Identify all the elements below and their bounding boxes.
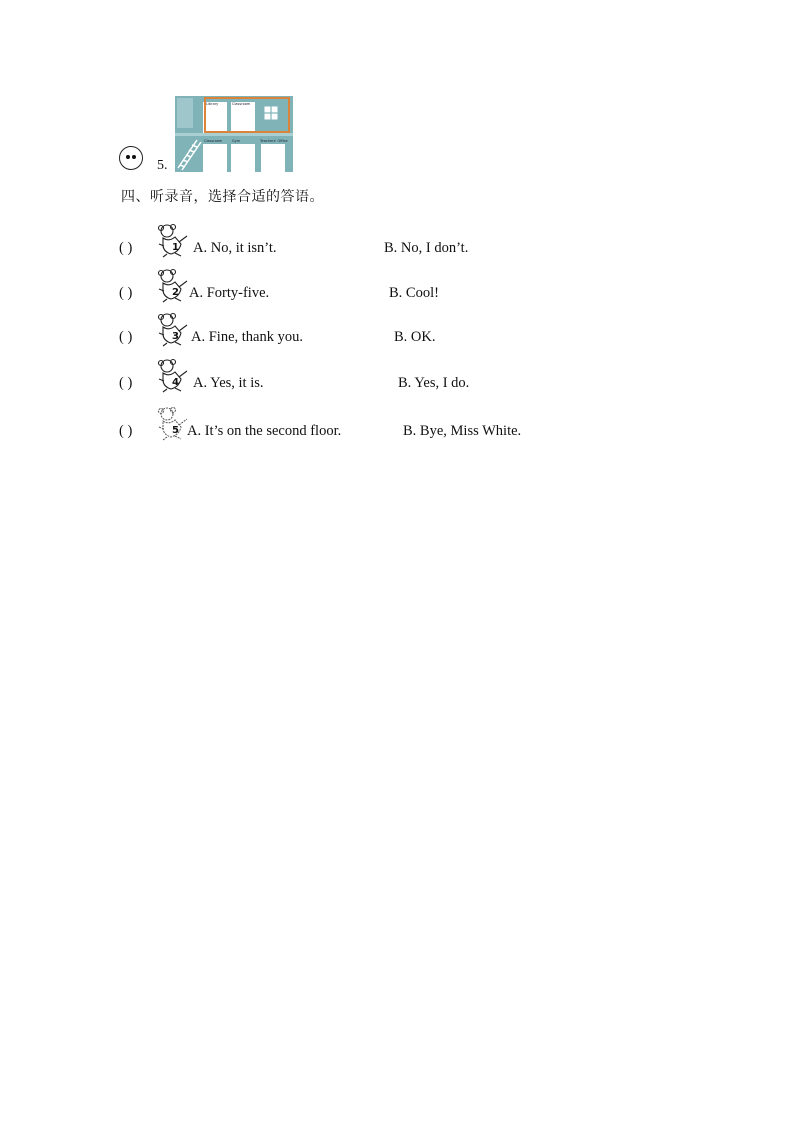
- building-label: Classroom: [232, 102, 251, 106]
- option-a: A. Fine, thank you.: [191, 329, 303, 345]
- list-item: [119, 267, 679, 307]
- school-building-image: [175, 96, 293, 172]
- monkey-mascot-icon: [155, 222, 193, 258]
- smiley-face-icon: [119, 146, 143, 170]
- option-a: A. No, it isn’t.: [193, 240, 277, 256]
- option-b: B. OK.: [394, 329, 436, 345]
- answer-bracket: ( ): [119, 329, 133, 345]
- option-a: A. It’s on the second floor.: [187, 423, 342, 439]
- answer-bracket: ( ): [119, 285, 133, 301]
- answer-bracket: ( ): [119, 375, 133, 391]
- building-label: Library: [206, 102, 219, 106]
- list-item: [119, 405, 679, 445]
- mascot-number: 5: [172, 425, 179, 436]
- section-heading: 四、听录音，选择合适的答语。: [121, 189, 324, 205]
- monkey-mascot-icon: [155, 311, 193, 347]
- question-number: 5.: [157, 158, 168, 173]
- building-label: Teachers' Office: [260, 139, 288, 143]
- mascot-number: 4: [172, 377, 179, 388]
- option-b: B. Yes, I do.: [398, 375, 470, 391]
- mascot-number: 3: [172, 331, 179, 342]
- list-item: [119, 357, 679, 397]
- mascot-number: 1: [172, 242, 179, 253]
- option-a: A. Forty-five.: [189, 285, 270, 301]
- list-item: [119, 222, 679, 262]
- answer-bracket: ( ): [119, 423, 133, 439]
- option-a: A. Yes, it is.: [193, 375, 264, 391]
- mascot-number: 2: [172, 287, 179, 298]
- option-b: B. No, I don’t.: [384, 240, 469, 256]
- monkey-mascot-icon: [155, 267, 193, 303]
- building-label: Classroom: [204, 139, 223, 143]
- building-label: Gym: [232, 139, 241, 143]
- list-item: [119, 311, 679, 351]
- option-b: B. Bye, Miss White.: [403, 423, 522, 439]
- answer-bracket: ( ): [119, 240, 133, 256]
- option-b: B. Cool!: [389, 285, 439, 301]
- monkey-mascot-icon: [155, 357, 193, 393]
